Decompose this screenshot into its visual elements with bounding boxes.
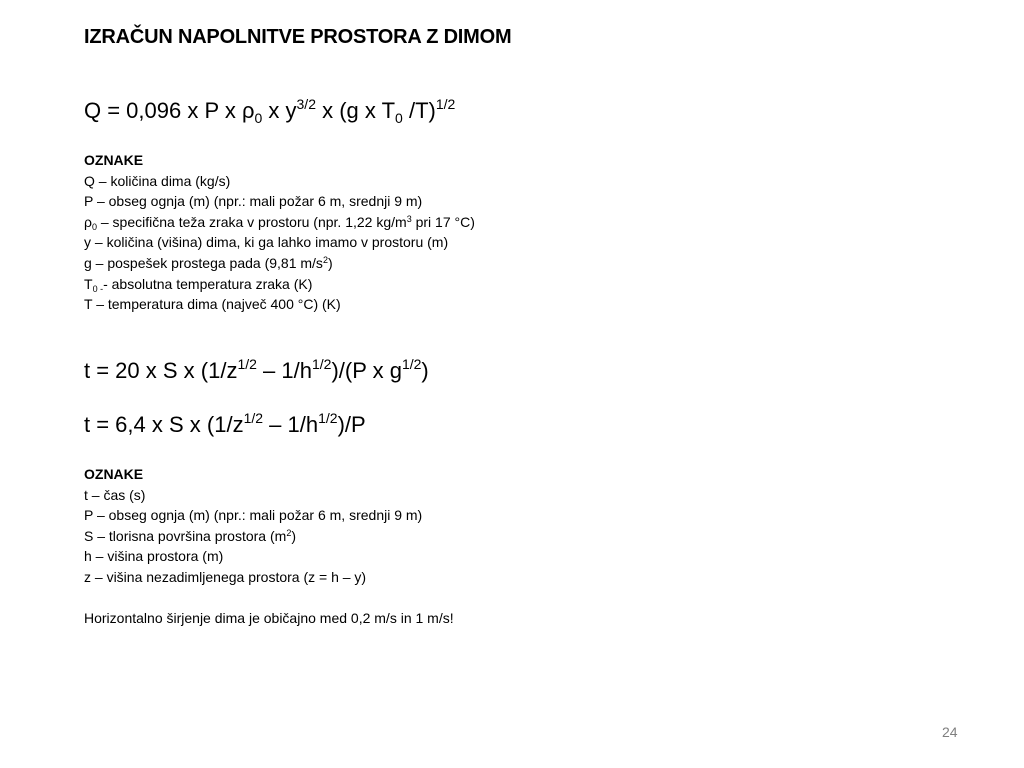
legend-text: – specifična teža zraka v prostoru (npr. 1,22 kg/m xyxy=(96,213,407,230)
formula-text: )/P xyxy=(337,412,366,437)
formula-text: )/(P x g xyxy=(331,358,402,383)
formula-superscript: 1/2 xyxy=(318,410,338,426)
legend-superscript: 2 xyxy=(286,527,292,538)
formula-subscript: 0 xyxy=(395,110,403,126)
legend-line xyxy=(84,274,475,295)
legend-subscript: 0 xyxy=(91,221,97,232)
formula-text: x y xyxy=(262,98,297,123)
legend-superscript: 3 xyxy=(406,213,412,224)
page-number: 24 xyxy=(942,724,958,740)
legend-text: ρ xyxy=(84,213,92,230)
legend-note: Horizontalno širjenje dima je običajno med 0,2 m/s in 1 m/s! xyxy=(84,610,454,627)
legend-subscript: 0 - xyxy=(92,283,104,294)
legend-line xyxy=(84,212,475,233)
formula-superscript: 1/2 xyxy=(401,356,422,372)
legend-line xyxy=(84,526,454,547)
legend-line: h – višina prostora (m) xyxy=(84,548,224,565)
formula-superscript: 1/2 xyxy=(243,410,264,426)
formula-superscript: 1/2 xyxy=(311,356,332,372)
formula-smoke-quantity xyxy=(84,98,455,124)
formula-text: t = 20 x S x (1/z xyxy=(84,358,238,383)
formula-superscript: 1/2 xyxy=(435,96,456,112)
slide-title: IZRAČUN NAPOLNITVE PROSTORA Z DIMOM xyxy=(84,26,512,48)
legend-text: S – tlorisna površina prostora (m xyxy=(84,527,287,544)
formula-text: x (g x T xyxy=(315,98,396,123)
legend-line: z – višina nezadimljenega prostora (z = h – y) xyxy=(84,568,367,585)
legend-line: T – temperatura dima (največ 400 °C) (K) xyxy=(84,296,341,313)
formula-text: – 1/h xyxy=(263,412,319,437)
legend-line: P – obseg ognja (m) (npr.: mali požar 6 m, srednji 9 m) xyxy=(84,193,423,210)
legend-text: T xyxy=(84,275,93,292)
formula-subscript: 0 xyxy=(254,110,263,126)
formula-text: ) xyxy=(421,358,429,383)
legend-line: y – količina (višina) dima, ki ga lahko imamo v prostoru (m) xyxy=(84,234,449,251)
formula-text: t = 6,4 x S x (1/z xyxy=(84,412,244,437)
formula-text: /T) xyxy=(402,98,436,123)
legend-heading: OZNAKE xyxy=(84,152,144,168)
legend-text: ) xyxy=(291,527,296,544)
formula-superscript: 1/2 xyxy=(237,356,257,372)
legend-text: - absolutna temperatura zraka (K) xyxy=(103,275,313,292)
legend-line: P – obseg ognja (m) (npr.: mali požar 6 m, srednji 9 m) xyxy=(84,507,423,524)
legend-line xyxy=(84,253,475,274)
legend-block-2 xyxy=(84,464,454,629)
legend-block-1 xyxy=(84,150,475,315)
formula-fill-time xyxy=(84,358,429,384)
legend-line: t – čas (s) xyxy=(84,486,146,503)
legend-spacer xyxy=(84,588,454,609)
legend-text: pri 17 °C) xyxy=(411,213,475,230)
legend-line: Q – količina dima (kg/s) xyxy=(84,172,231,189)
legend-heading: OZNAKE xyxy=(84,466,144,482)
formula-text: – 1/h xyxy=(256,358,312,383)
formula-fill-time-simplified xyxy=(84,412,366,438)
formula-text: Q = 0,096 x P x ρ xyxy=(84,98,255,123)
legend-text: ) xyxy=(327,254,333,271)
legend-superscript: 2 xyxy=(322,254,328,265)
formula-superscript: 3/2 xyxy=(296,96,316,112)
legend-text: g – pospešek prostega pada (9,81 m/s xyxy=(84,254,323,271)
